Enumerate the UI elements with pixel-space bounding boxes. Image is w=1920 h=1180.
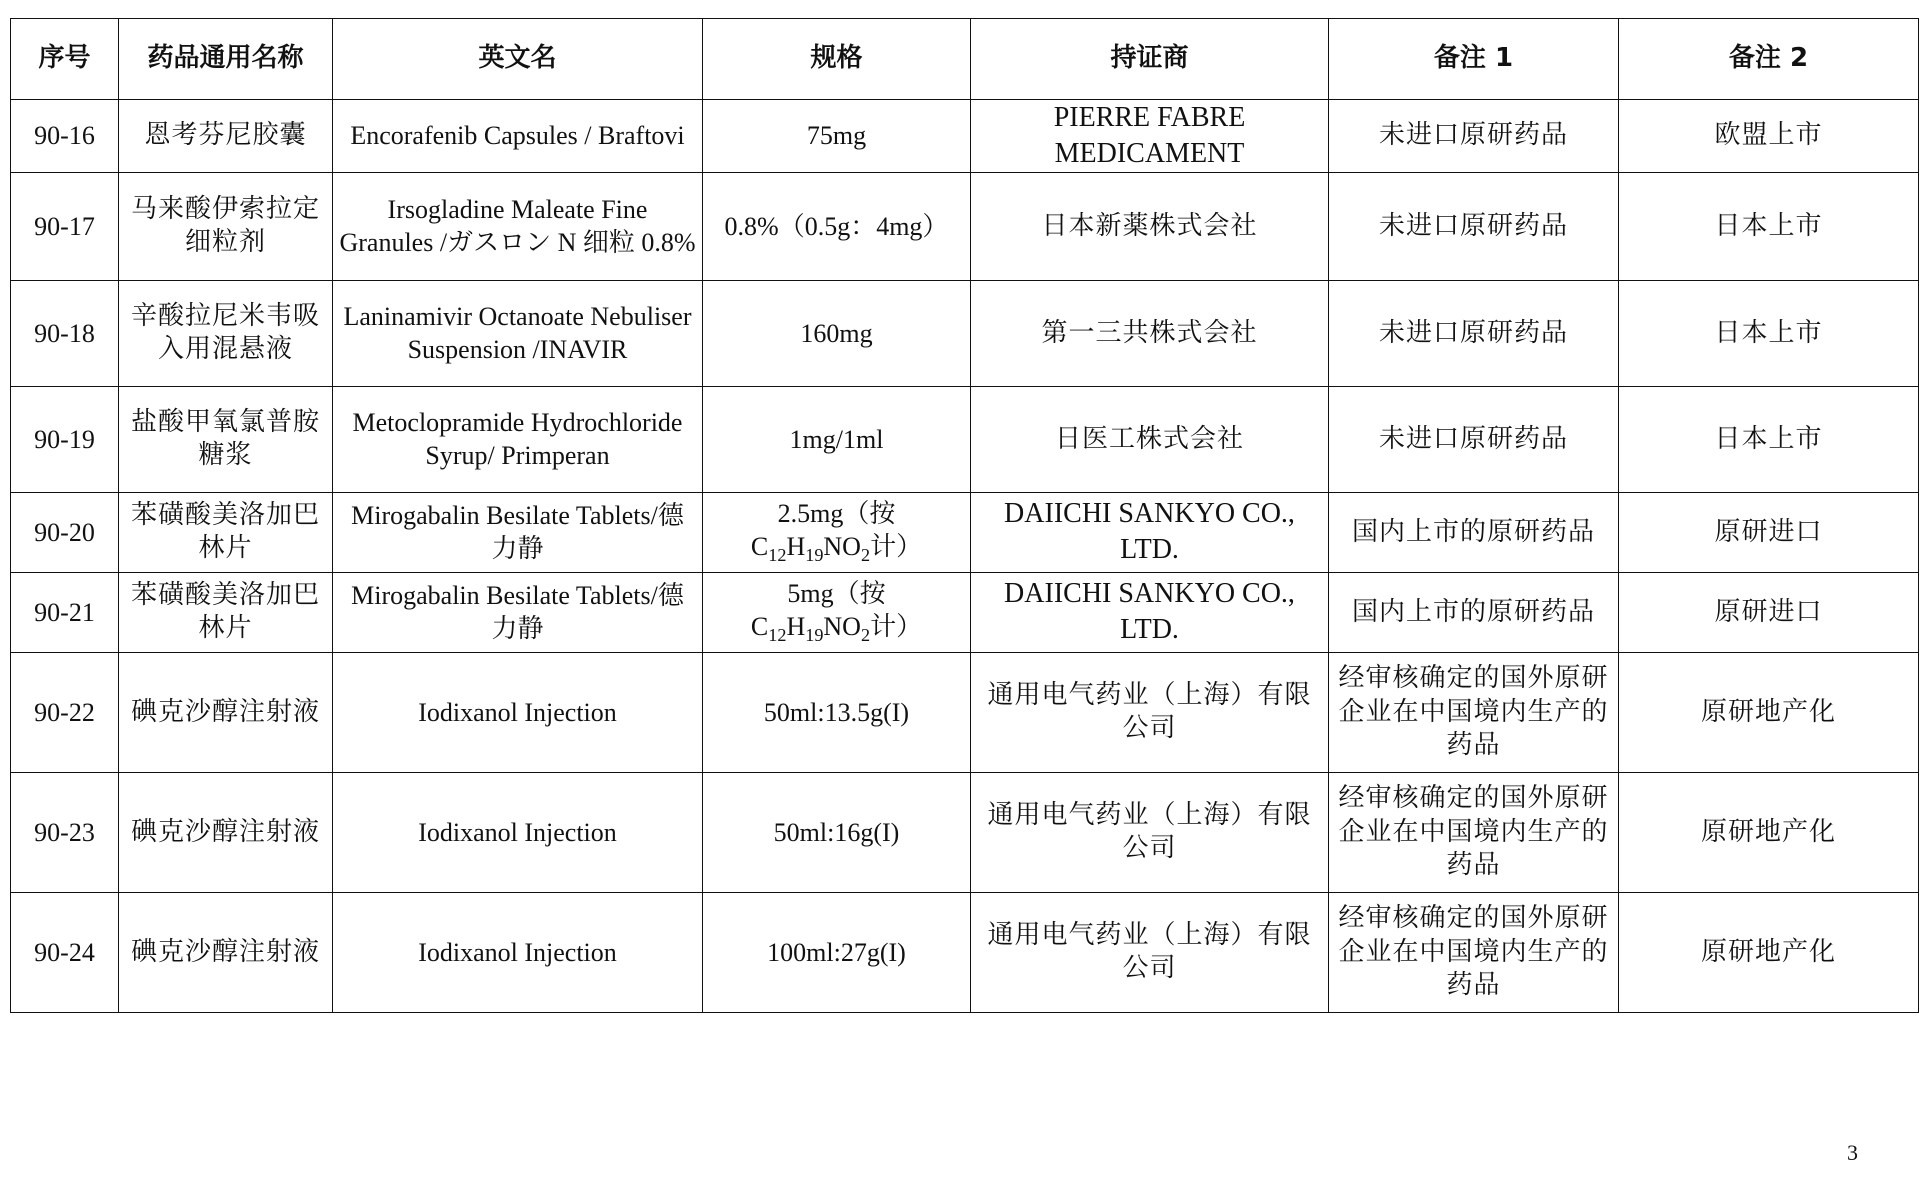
note-2-cell: 原研进口 bbox=[1619, 572, 1919, 652]
license-holder-cell: 通用电气药业（上海）有限公司 bbox=[971, 892, 1329, 1012]
serial-number-cell: 90-18 bbox=[11, 280, 119, 386]
header-serial-number: 序号 bbox=[11, 19, 119, 100]
english-name-cell: Iodixanol Injection bbox=[333, 892, 703, 1012]
serial-number-cell: 90-16 bbox=[11, 100, 119, 173]
english-name-cell: Encorafenib Capsules / Braftovi bbox=[333, 100, 703, 173]
serial-number-cell: 90-20 bbox=[11, 492, 119, 572]
english-name-cell: Mirogabalin Besilate Tablets/德力静 bbox=[333, 492, 703, 572]
note-1-cell: 未进口原研药品 bbox=[1329, 100, 1619, 173]
specification-cell: 0.8%（0.5g：4mg） bbox=[703, 172, 971, 280]
generic-name-cell: 恩考芬尼胶囊 bbox=[119, 100, 333, 173]
note-1-cell: 经审核确定的国外原研企业在中国境内生产的药品 bbox=[1329, 652, 1619, 772]
english-name-cell: Mirogabalin Besilate Tablets/德力静 bbox=[333, 572, 703, 652]
spec-suffix: 计） bbox=[870, 612, 923, 642]
note-1-cell: 未进口原研药品 bbox=[1329, 172, 1619, 280]
generic-name-cell: 碘克沙醇注射液 bbox=[119, 652, 333, 772]
header-english-name: 英文名 bbox=[333, 19, 703, 100]
serial-number-cell: 90-17 bbox=[11, 172, 119, 280]
spec-prefix: 5mg（按 bbox=[787, 578, 886, 608]
header-generic-name: 药品通用名称 bbox=[119, 19, 333, 100]
formula: $C_{12}H_{19}NO_2$ bbox=[750, 612, 871, 646]
english-name-cell: Laninamivir Octanoate Nebuliser Suspension /INAVIR bbox=[333, 280, 703, 386]
page-number: 3 bbox=[1847, 1140, 1858, 1165]
note-2-cell: 原研地产化 bbox=[1619, 772, 1919, 892]
license-holder-cell: 通用电气药业（上海）有限公司 bbox=[971, 652, 1329, 772]
spec-suffix: 计） bbox=[870, 532, 923, 562]
generic-name-cell: 马来酸伊索拉定细粒剂 bbox=[119, 172, 333, 280]
english-name-cell: Iodixanol Injection bbox=[333, 772, 703, 892]
english-name-cell: Iodixanol Injection bbox=[333, 652, 703, 772]
license-holder-cell: 通用电气药业（上海）有限公司 bbox=[971, 772, 1329, 892]
generic-name-cell: 苯磺酸美洛加巴林片 bbox=[119, 572, 333, 652]
license-holder-cell: DAIICHI SANKYO CO., LTD. bbox=[971, 572, 1329, 652]
header-note-2: 备注 2 bbox=[1619, 19, 1919, 100]
generic-name-cell: 辛酸拉尼米韦吸入用混悬液 bbox=[119, 280, 333, 386]
note-2-cell: 原研进口 bbox=[1619, 492, 1919, 572]
specification-cell: 1mg/1ml bbox=[703, 386, 971, 492]
drug-list-table bbox=[10, 18, 1919, 1013]
specification-cell: 75mg bbox=[703, 100, 971, 173]
specification-cell bbox=[703, 572, 971, 652]
note-2-cell: 原研地产化 bbox=[1619, 892, 1919, 1012]
note-2-cell: 原研地产化 bbox=[1619, 652, 1919, 772]
note-1-cell: 国内上市的原研药品 bbox=[1329, 492, 1619, 572]
license-holder-cell: PIERRE FABRE MEDICAMENT bbox=[971, 100, 1329, 173]
table-row bbox=[11, 386, 1919, 492]
spec-prefix: 2.5mg（按 bbox=[777, 498, 896, 528]
note-1-cell: 未进口原研药品 bbox=[1329, 386, 1619, 492]
english-name-cell: Metoclopramide Hydrochloride Syrup/ Primperan bbox=[333, 386, 703, 492]
license-holder-cell: 日本新薬株式会社 bbox=[971, 172, 1329, 280]
note-1-cell: 经审核确定的国外原研企业在中国境内生产的药品 bbox=[1329, 772, 1619, 892]
table-row bbox=[11, 772, 1919, 892]
specification-cell: 50ml:13.5g(I) bbox=[703, 652, 971, 772]
note-1-cell: 经审核确定的国外原研企业在中国境内生产的药品 bbox=[1329, 892, 1619, 1012]
specification-cell: 50ml:16g(I) bbox=[703, 772, 971, 892]
table-row bbox=[11, 172, 1919, 280]
table-row bbox=[11, 280, 1919, 386]
note-2-cell: 日本上市 bbox=[1619, 172, 1919, 280]
generic-name-cell: 盐酸甲氧氯普胺糖浆 bbox=[119, 386, 333, 492]
generic-name-cell: 碘克沙醇注射液 bbox=[119, 772, 333, 892]
serial-number-cell: 90-23 bbox=[11, 772, 119, 892]
license-holder-cell: 第一三共株式会社 bbox=[971, 280, 1329, 386]
serial-number-cell: 90-19 bbox=[11, 386, 119, 492]
license-holder-cell: 日医工株式会社 bbox=[971, 386, 1329, 492]
specification-cell: 100ml:27g(I) bbox=[703, 892, 971, 1012]
header-license-holder: 持证商 bbox=[971, 19, 1329, 100]
note-2-cell: 日本上市 bbox=[1619, 386, 1919, 492]
table-row bbox=[11, 100, 1919, 173]
serial-number-cell: 90-24 bbox=[11, 892, 119, 1012]
specification-cell bbox=[703, 492, 971, 572]
note-2-cell: 欧盟上市 bbox=[1619, 100, 1919, 173]
english-name-cell: Irsogladine Maleate Fine Granules /ガスロン N 细粒 0.8% bbox=[333, 172, 703, 280]
serial-number-cell: 90-22 bbox=[11, 652, 119, 772]
note-2-cell: 日本上市 bbox=[1619, 280, 1919, 386]
table-row bbox=[11, 572, 1919, 652]
generic-name-cell: 碘克沙醇注射液 bbox=[119, 892, 333, 1012]
header-note-1: 备注 1 bbox=[1329, 19, 1619, 100]
specification-cell: 160mg bbox=[703, 280, 971, 386]
note-1-cell: 未进口原研药品 bbox=[1329, 280, 1619, 386]
serial-number-cell: 90-21 bbox=[11, 572, 119, 652]
license-holder-cell: DAIICHI SANKYO CO., LTD. bbox=[971, 492, 1329, 572]
header-specification: 规格 bbox=[703, 19, 971, 100]
table-row bbox=[11, 652, 1919, 772]
formula: $C_{12}H_{19}NO_2$ bbox=[750, 532, 871, 566]
table-row bbox=[11, 892, 1919, 1012]
table-header-row bbox=[11, 19, 1919, 100]
note-1-cell: 国内上市的原研药品 bbox=[1329, 572, 1619, 652]
table-row bbox=[11, 492, 1919, 572]
generic-name-cell: 苯磺酸美洛加巴林片 bbox=[119, 492, 333, 572]
